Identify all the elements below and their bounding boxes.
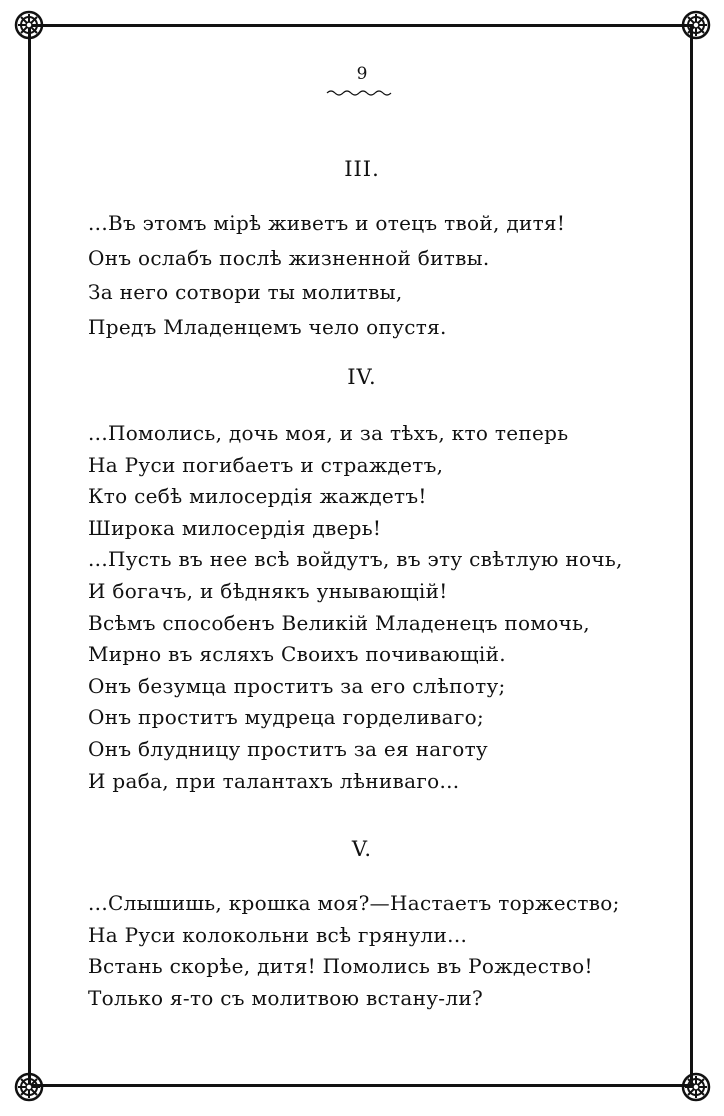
verse-line: Онъ проститъ мудреца горделиваго;: [88, 705, 484, 730]
verse-line: Мирно въ ясляхъ Своихъ почивающій.: [88, 642, 506, 667]
page-number: 9: [356, 64, 368, 84]
rosette-icon: [681, 10, 711, 40]
verse-line: И раба, при талантахъ лѣниваго...: [88, 768, 460, 793]
verse-line: Онъ безумца проститъ за его слѣпоту;: [88, 673, 506, 698]
verse-line: ...Помолись, дочь моя, и за тѣхъ, кто теперь: [88, 421, 569, 445]
rosette-icon: [14, 1072, 44, 1102]
stanza-heading-5: V.: [351, 837, 373, 861]
verse-line: ...Слышишь, крошка моя?—Настаетъ торжество;: [88, 891, 620, 915]
verse-line: Предъ Младенцемъ чело опустя.: [88, 314, 447, 339]
stanza-4: [88, 418, 668, 797]
verse-line: И богачъ, и бѣднякъ унывающій!: [88, 578, 448, 603]
verse-line: Всѣмъ способенъ Великій Младенецъ помочь,: [88, 610, 590, 635]
wavy-line-icon: [325, 88, 395, 98]
verse-line: На Руси колокольни всѣ грянули...: [88, 922, 468, 947]
verse-line: Широка милосердія дверь!: [88, 515, 382, 540]
verse-line: Кто себѣ милосердія жаждетъ!: [88, 484, 427, 509]
stanza-5: [88, 888, 668, 1014]
verse-line: ...Пусть въ нее всѣ войдутъ, въ эту свѣтлую ночь,: [88, 547, 623, 572]
verse-line: Только я-то съ молитвою встану-ли?: [88, 985, 484, 1010]
stanza-heading-3: III.: [344, 157, 380, 181]
rosette-icon: [681, 1072, 711, 1102]
verse-line: Онъ ослабъ послѣ жизненной битвы.: [88, 245, 490, 270]
rosette-icon: [14, 10, 44, 40]
stanza-heading-4: IV.: [347, 365, 377, 389]
stanza-3: [88, 206, 668, 344]
verse-line: Онъ блудницу проститъ за ея наготу: [88, 736, 489, 761]
verse-line: За него сотвори ты молитвы,: [88, 280, 403, 304]
verse-line: Встань скорѣе, дитя! Помолись въ Рождество!: [88, 954, 593, 978]
verse-line: На Руси погибаетъ и страждетъ,: [88, 452, 444, 477]
verse-line: ...Въ этомъ мірѣ живетъ и отецъ твой, дитя!: [88, 211, 566, 235]
